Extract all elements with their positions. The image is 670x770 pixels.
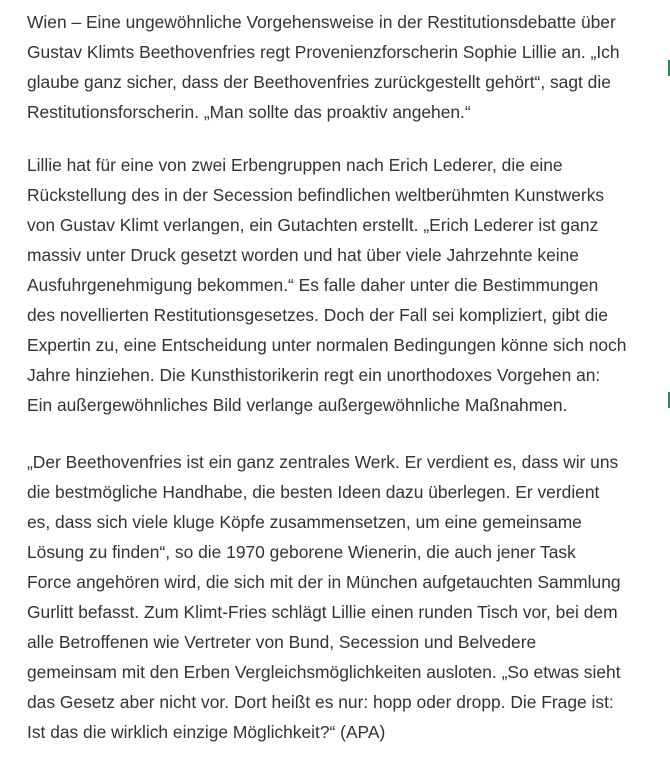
article-paragraph-1 [27,7,620,127]
text-line: die bestmögliche Handhabe, die besten Ideen dazu überlegen. Er verdient [27,482,600,502]
text-line: von Gustav Klimt verlangen, ein Gutachten erstellt. „Erich Lederer ist ganz [27,215,599,235]
text-line: das Gesetz aber nicht vor. Dort heißt es nur: hopp oder dropp. Die Frage ist: [27,692,614,712]
article-paragraph-2 [27,150,626,420]
text-line: Lösung zu finden“, so die 1970 geborene Wienerin, die auch jener Task [27,542,576,562]
article-paragraph-3 [27,447,621,747]
text-line: „Der Beethovenfries ist ein ganz zentrales Werk. Er verdient es, dass wir uns [27,452,619,472]
text-line: Gustav Klimts Beethovenfries regt Provenienzforscherin Sophie Lillie an. „Ich [27,42,620,62]
text-line: Ausfuhrgenehmigung bekommen.“ Es falle daher unter die Bestimmungen [27,275,599,295]
text-line: des novellierten Restitutionsgesetzes. Doch der Fall sei kompliziert, gibt die [27,305,608,325]
text-line: Ein außergewöhnliches Bild verlange außergewöhnliche Maßnahmen. [27,395,568,415]
text-line: Force angehören wird, die sich mit der in München aufgetauchten Sammlung [27,572,621,592]
text-line: Gurlitt befasst. Zum Klimt-Fries schlägt Lillie einen runden Tisch vor, bei dem [27,602,618,622]
text-line: Wien – Eine ungewöhnliche Vorgehensweise in der Restitutionsdebatte über [27,12,616,32]
text-line: Expertin zu, eine Entscheidung unter normalen Bedingungen könne sich noch [27,335,627,355]
text-line: Rückstellung des in der Secession befindlichen weltberühmten Kunstwerks [27,185,605,205]
text-line: gemeinsam mit den Erben Vergleichsmöglichkeiten ausloten. „So etwas sieht [27,662,621,682]
text-line: massiv unter Druck gesetzt worden und hat über viele Jahrzehnte keine [27,245,579,265]
text-line: glaube ganz sicher, dass der Beethovenfries zurückgestellt gehört“, sagt die [27,72,611,92]
text-line: Jahre hinziehen. Die Kunsthistorikerin regt ein unorthodoxes Vorgehen an: [27,365,601,385]
text-line: Lillie hat für eine von zwei Erbengruppen nach Erich Lederer, die eine [27,155,563,175]
text-line: es, dass sich viele kluge Köpfe zusammensetzen, um eine gemeinsame [27,512,582,532]
text-line: Restitutionsforscherin. „Man sollte das proaktiv angehen.“ [27,102,471,122]
text-line: alle Betroffenen wie Vertreter von Bund, Secession und Belvedere [27,632,537,652]
text-line: Ist das die wirklich einzige Möglichkeit?“ (APA) [27,722,386,742]
